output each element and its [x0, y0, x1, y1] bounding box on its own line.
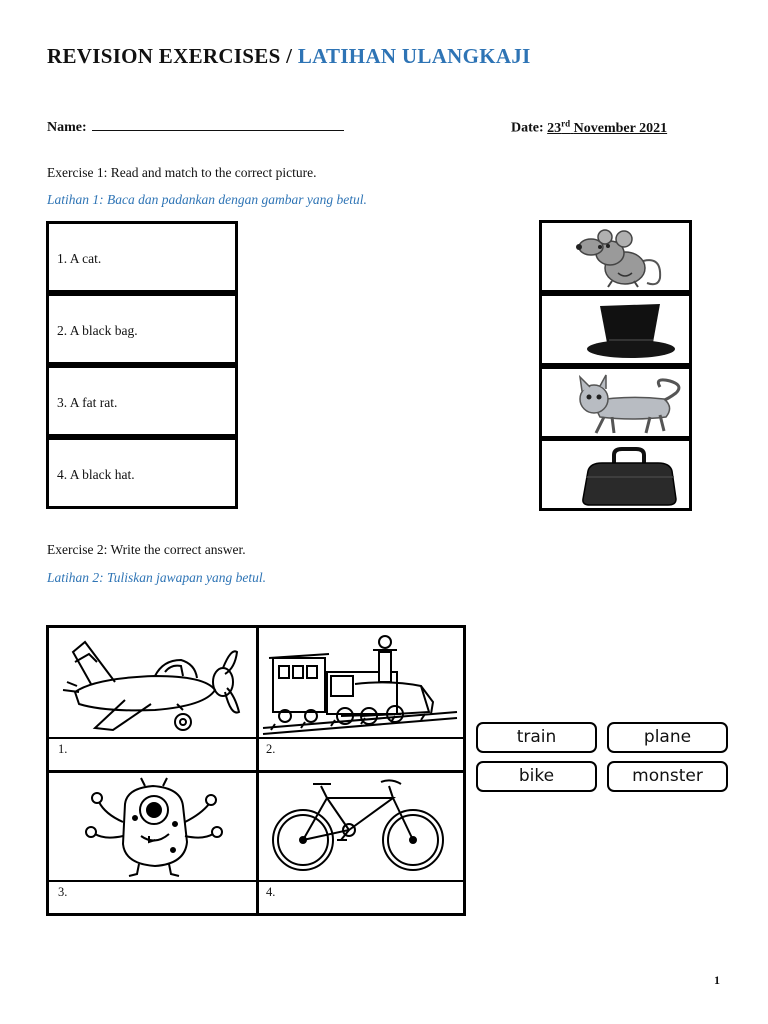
- answer-label-3[interactable]: 3.: [58, 885, 68, 899]
- title-english: REVISION EXERCISES /: [47, 44, 293, 68]
- plane-picture: [55, 632, 253, 736]
- word-train[interactable]: train: [476, 722, 597, 753]
- cat-icon: [542, 369, 689, 436]
- match-item-3[interactable]: 3. A fat rat.: [46, 365, 238, 437]
- match-item-4[interactable]: 4. A black hat.: [46, 437, 238, 509]
- bag-picture[interactable]: [539, 438, 692, 511]
- match-item-1[interactable]: 1. A cat.: [46, 221, 238, 293]
- word-plane[interactable]: plane: [607, 722, 728, 753]
- name-label: Name:: [47, 120, 87, 135]
- name-blank-line[interactable]: [92, 118, 344, 131]
- grid-line: [49, 880, 463, 882]
- date-label: Date:: [511, 120, 544, 136]
- bike-picture: [261, 774, 461, 878]
- page-title: [47, 44, 531, 69]
- title-malay: LATIHAN ULANGKAJI: [297, 44, 531, 68]
- date-value: 23rd November 2021: [547, 118, 668, 136]
- date-field: [511, 118, 667, 137]
- name-field: [47, 118, 344, 136]
- train-icon: [261, 632, 461, 736]
- top-hat-icon: [542, 296, 689, 363]
- page-number: 1: [714, 973, 720, 987]
- answer-label-4[interactable]: 4.: [266, 885, 276, 899]
- answer-label-2[interactable]: 2.: [266, 742, 276, 756]
- answer-label-1[interactable]: 1.: [58, 742, 68, 756]
- bag-icon: [542, 441, 689, 509]
- word-bike[interactable]: bike: [476, 761, 597, 792]
- monster-icon: [55, 774, 253, 878]
- rat-picture[interactable]: [539, 220, 692, 293]
- plane-icon: [55, 632, 253, 736]
- bike-icon: [261, 774, 461, 878]
- grid-line: [49, 770, 463, 773]
- exercise2-instruction-malay: Latihan 2: Tuliskan jawapan yang betul.: [47, 570, 267, 585]
- cat-picture[interactable]: [539, 366, 692, 439]
- exercise1-instruction: Exercise 1: Read and match to the correct picture.: [47, 165, 317, 180]
- top-hat-picture[interactable]: [539, 293, 692, 366]
- exercise2-instruction: Exercise 2: Write the correct answer.: [47, 542, 246, 557]
- exercise1-instruction-malay: Latihan 1: Baca dan padankan dengan gambar yang betul.: [47, 192, 367, 207]
- monster-picture: [55, 774, 253, 878]
- match-item-2[interactable]: 2. A black bag.: [46, 293, 238, 365]
- grid-line: [49, 737, 463, 739]
- answer-grid: [46, 625, 466, 916]
- rat-icon: [542, 223, 689, 290]
- word-monster[interactable]: monster: [607, 761, 728, 792]
- train-picture: [261, 632, 461, 736]
